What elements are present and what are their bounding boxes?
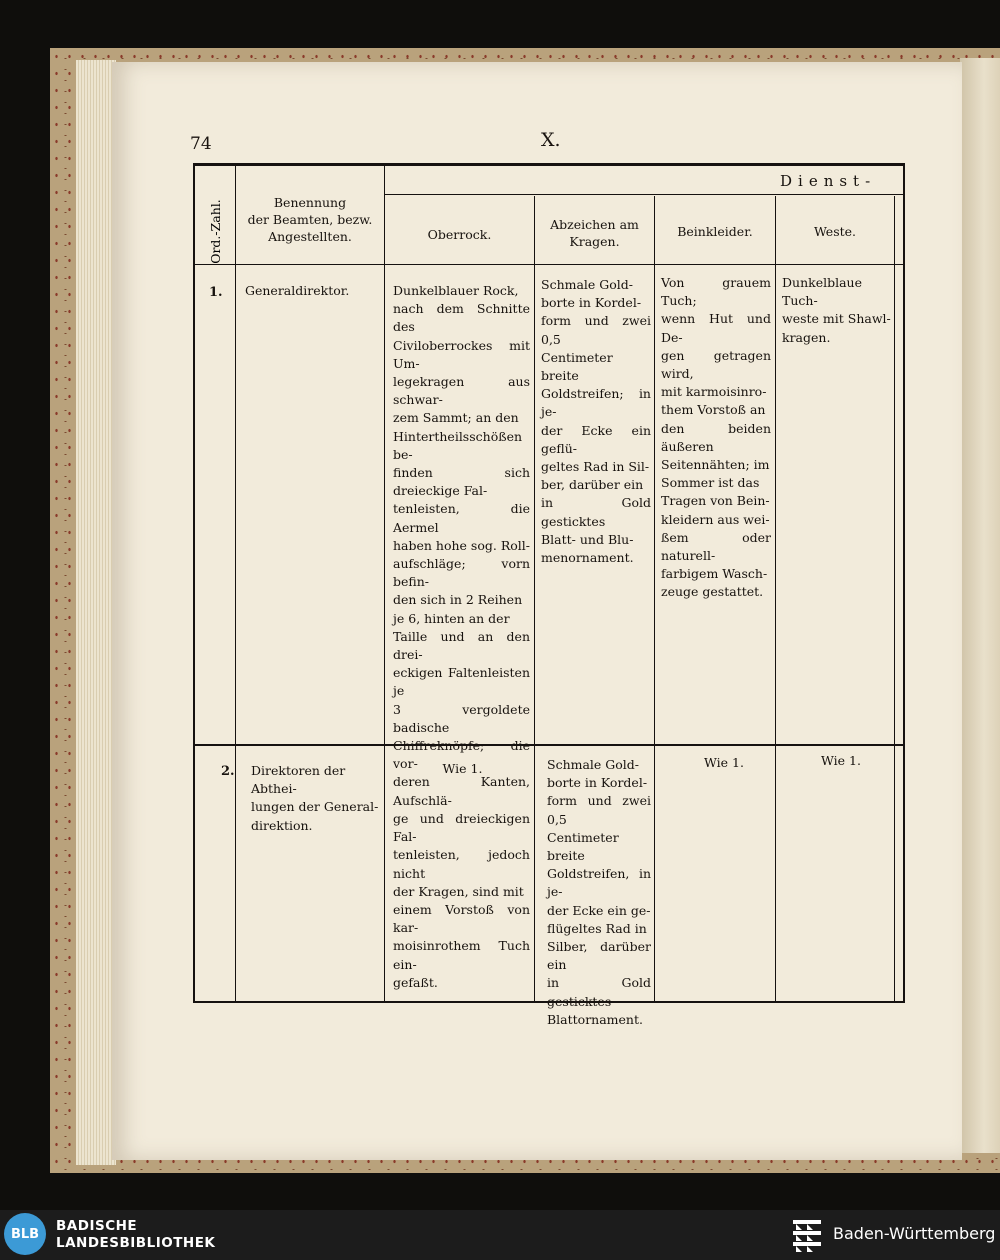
blb-logo[interactable]: BLB [4,1213,46,1255]
header-abzeichen: Abzeichen am Kragen. [550,217,639,249]
header-dienst-group: Dienst- [780,172,877,190]
library-name[interactable]: BADISCHE LANDESBIBLIOTHEK [56,1218,216,1251]
row-2-weste: Wie 1. [821,753,861,768]
row-1-weste: Dunkelblaue Tuch- weste mit Shawl- kragen. [782,275,891,345]
lions-crest-icon [790,1216,824,1254]
header-beinkleider: Beinkleider. [677,224,753,239]
header-weste: Weste. [813,224,857,239]
row-2-oberrock: Wie 1. [442,761,483,776]
state-name[interactable]: Baden-Württemberg [833,1224,996,1243]
row-2-name: Direktoren der Abthei- lungen der General- direktion. [251,763,379,833]
facing-page-edge [960,58,1000,1153]
row-1-number: 1. [209,285,223,300]
header-benennung: Benennung der Beamten, bezw. Angestellten. [247,195,373,244]
header-ord-zahl: Ord.-Zahl. [207,198,223,264]
footer-bar [0,1210,1000,1260]
chapter-heading: X. [541,129,561,151]
uniform-table [193,163,905,1027]
row-1-abzeichen: Schmale Gold- borte in Kordel- form und zwei 0,5 Centimeter breite Goldstreifen; in je- der Ecke ein geflü- geltes Rad in Sil- ber, darüber ein in Gold gesticktes Blatt- und Blu- menornament. [541,277,651,566]
page-edges [76,60,116,1165]
page-number: 74 [190,134,212,154]
header-oberrock: Oberrock. [427,227,492,242]
row-1-beinkleider: Von grauem Tuch; wenn Hut und De- gen getragen wird, mit karmoisinro- them Vorstoß an den beiden äußeren Seitennähten; im Sommer ist das Tragen von Bein- kleidern aus wei- ßem oder naturell- farbigem Wasch- zeuge gestattet. [661,275,771,600]
row-1-name: Generaldirektor. [245,283,350,298]
row-2-beinkleider: Wie 1. [704,755,744,770]
row-1-oberrock: Dunkelblauer Rock, nach dem Schnitte des Civiloberrockes mit Um- legekragen aus schwar- zem Sammt; an den Hintertheilsschößen be- finden sich dreieckige Fal- tenleisten, die Aermel haben hohe sog. Roll- aufschläge; vorn befin- den sich in 2 Reihen je 6, hinten an der Taille und an den drei- eckigen Faltenleisten je 3 vergoldete badische Chiffreknöpfe; die vor- deren Kanten, Aufschlä- ge und dreieckigen Fal- tenleisten, jedoch nicht der Kragen, sind mit einem Vorstoß von kar- moisinrothem Tuch ein- gefaßt. [393,283,530,990]
row-2-abzeichen: Schmale Gold- borte in Kordel- form und zwei 0,5 Centimeter breite Goldstreifen, in je- der Ecke ein ge- flügeltes Rad in Silber, darüber ein in Gold gesticktes Blattornament. [547,757,651,1027]
row-2-number: 2. [221,764,235,779]
